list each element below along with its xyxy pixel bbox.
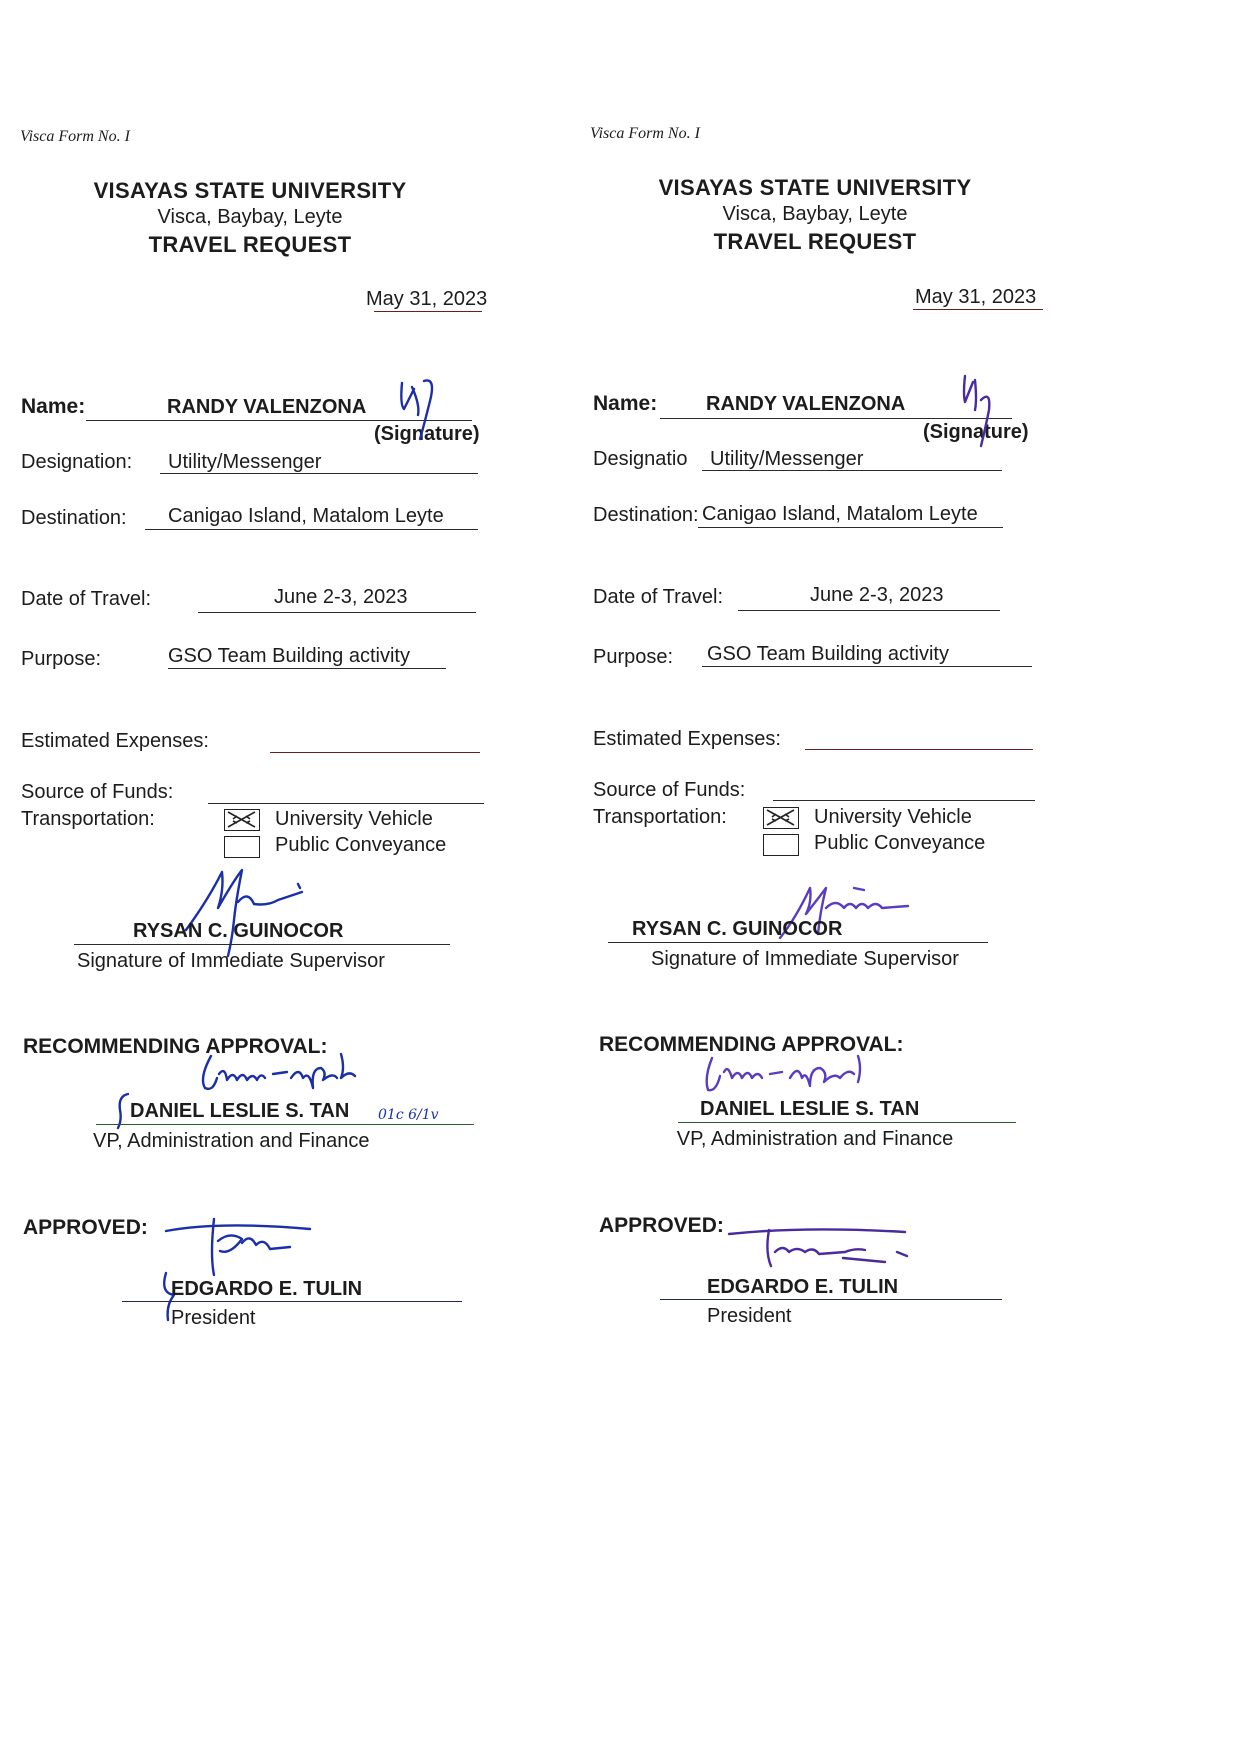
destination-underline	[698, 527, 1003, 528]
destination-underline	[145, 529, 478, 530]
destination-label: Destination:	[593, 504, 699, 526]
designation-value: Utility/Messenger	[710, 448, 864, 470]
recommender-name: DANIEL LESLIE S. TAN	[700, 1098, 920, 1120]
university-name: VISAYAS STATE UNIVERSITY	[93, 178, 407, 203]
supervisor-caption: Signature of Immediate Supervisor	[651, 948, 959, 970]
recommender-title: VP, Administration and Finance	[676, 1128, 954, 1150]
form-title: TRAVEL REQUEST	[713, 229, 917, 254]
destination-value: Canigao Island, Matalom Leyte	[168, 505, 444, 527]
approver-name: EDGARDO E. TULIN	[171, 1278, 363, 1300]
expenses-underline	[805, 749, 1033, 750]
recommender-title: VP, Administration and Finance	[93, 1130, 370, 1152]
destination-label: Destination:	[21, 507, 127, 529]
supervisor-line	[74, 944, 450, 945]
supervisor-line	[608, 942, 988, 943]
purpose-value: GSO Team Building activity	[707, 643, 949, 665]
form-number: Visca Form No. I	[590, 125, 700, 142]
purpose-label: Purpose:	[21, 648, 102, 670]
expenses-label: Estimated Expenses:	[21, 730, 209, 752]
name-label: Name:	[593, 392, 658, 415]
date-of-travel-underline	[198, 612, 476, 613]
supervisor-caption: Signature of Immediate Supervisor	[77, 950, 385, 972]
recommending-approval-label: RECOMMENDING APPROVAL:	[23, 1035, 328, 1058]
recommender-signature	[698, 1048, 878, 1098]
date-of-travel-value: June 2-3, 2023	[274, 586, 408, 608]
university-vehicle-checkbox[interactable]	[224, 809, 260, 831]
recommender-line	[96, 1124, 474, 1125]
name-label: Name:	[21, 395, 86, 418]
funds-label: Source of Funds:	[21, 781, 174, 803]
university-name: VISAYAS STATE UNIVERSITY	[658, 175, 972, 200]
signature-caption: (Signature)	[374, 423, 480, 445]
purpose-underline	[168, 668, 446, 669]
funds-underline	[208, 803, 484, 804]
recommender-signature	[195, 1048, 375, 1098]
purpose-value: GSO Team Building activity	[168, 645, 410, 667]
recommender-name: DANIEL LESLIE S. TAN	[130, 1100, 350, 1122]
public-conveyance-label: Public Conveyance	[275, 834, 447, 856]
approver-name: EDGARDO E. TULIN	[707, 1276, 899, 1298]
expenses-label: Estimated Expenses:	[593, 728, 781, 750]
supervisor-name: RYSAN C. GUINOCOR	[133, 920, 344, 942]
approver-line	[660, 1299, 1002, 1300]
form-number: Visca Form No. I	[20, 128, 130, 145]
university-vehicle-label: University Vehicle	[275, 808, 433, 830]
public-conveyance-label: Public Conveyance	[814, 832, 986, 854]
funds-label: Source of Funds:	[593, 779, 746, 801]
form-title: TRAVEL REQUEST	[148, 232, 352, 257]
designation-underline	[160, 473, 478, 474]
public-conveyance-checkbox[interactable]	[224, 836, 260, 858]
university-vehicle-label: University Vehicle	[814, 806, 972, 828]
recommender-handwritten-date: 01c 6/1v	[378, 1107, 439, 1123]
signature-caption: (Signature)	[923, 421, 1029, 443]
request-date: May 31, 2023	[915, 286, 1037, 308]
designation-label: Designatio	[593, 448, 688, 470]
request-date: May 31, 2023	[366, 288, 488, 310]
applicant-signature	[955, 370, 1005, 450]
funds-underline	[773, 800, 1035, 801]
transport-label: Transportation:	[593, 806, 727, 828]
name-value: RANDY VALENZONA	[167, 396, 367, 418]
name-value: RANDY VALENZONA	[706, 393, 906, 415]
approved-label: APPROVED:	[23, 1216, 148, 1239]
transport-label: Transportation:	[21, 808, 155, 830]
date-underline	[374, 311, 482, 312]
university-address: Visca, Baybay, Leyte	[722, 203, 908, 225]
date-underline	[913, 309, 1043, 310]
university-address: Visca, Baybay, Leyte	[157, 206, 343, 228]
approved-label: APPROVED:	[599, 1214, 724, 1237]
recommender-line	[678, 1122, 1016, 1123]
approver-signature	[725, 1222, 925, 1282]
date-of-travel-label: Date of Travel:	[21, 588, 152, 610]
date-of-travel-underline	[738, 610, 1000, 611]
recommending-approval-label: RECOMMENDING APPROVAL:	[599, 1033, 904, 1056]
supervisor-signature	[178, 860, 318, 960]
applicant-signature	[390, 375, 450, 445]
designation-value: Utility/Messenger	[168, 451, 322, 473]
date-of-travel-value: June 2-3, 2023	[810, 584, 944, 606]
approver-title: President	[707, 1305, 792, 1327]
date-of-travel-label: Date of Travel:	[593, 586, 724, 608]
approver-line	[122, 1301, 462, 1302]
designation-label: Designation:	[21, 451, 133, 473]
checked-x-icon	[764, 808, 797, 827]
public-conveyance-checkbox[interactable]	[763, 834, 799, 856]
travel-request-copy-right	[590, 0, 1210, 1753]
supervisor-name: RYSAN C. GUINOCOR	[632, 918, 843, 940]
expenses-underline	[270, 752, 480, 753]
approver-title: President	[171, 1307, 256, 1329]
purpose-underline	[702, 666, 1032, 667]
destination-value: Canigao Island, Matalom Leyte	[702, 503, 978, 525]
designation-underline	[702, 470, 1002, 471]
purpose-label: Purpose:	[593, 646, 674, 668]
checked-x-icon	[225, 810, 258, 829]
university-vehicle-checkbox[interactable]	[763, 807, 799, 829]
